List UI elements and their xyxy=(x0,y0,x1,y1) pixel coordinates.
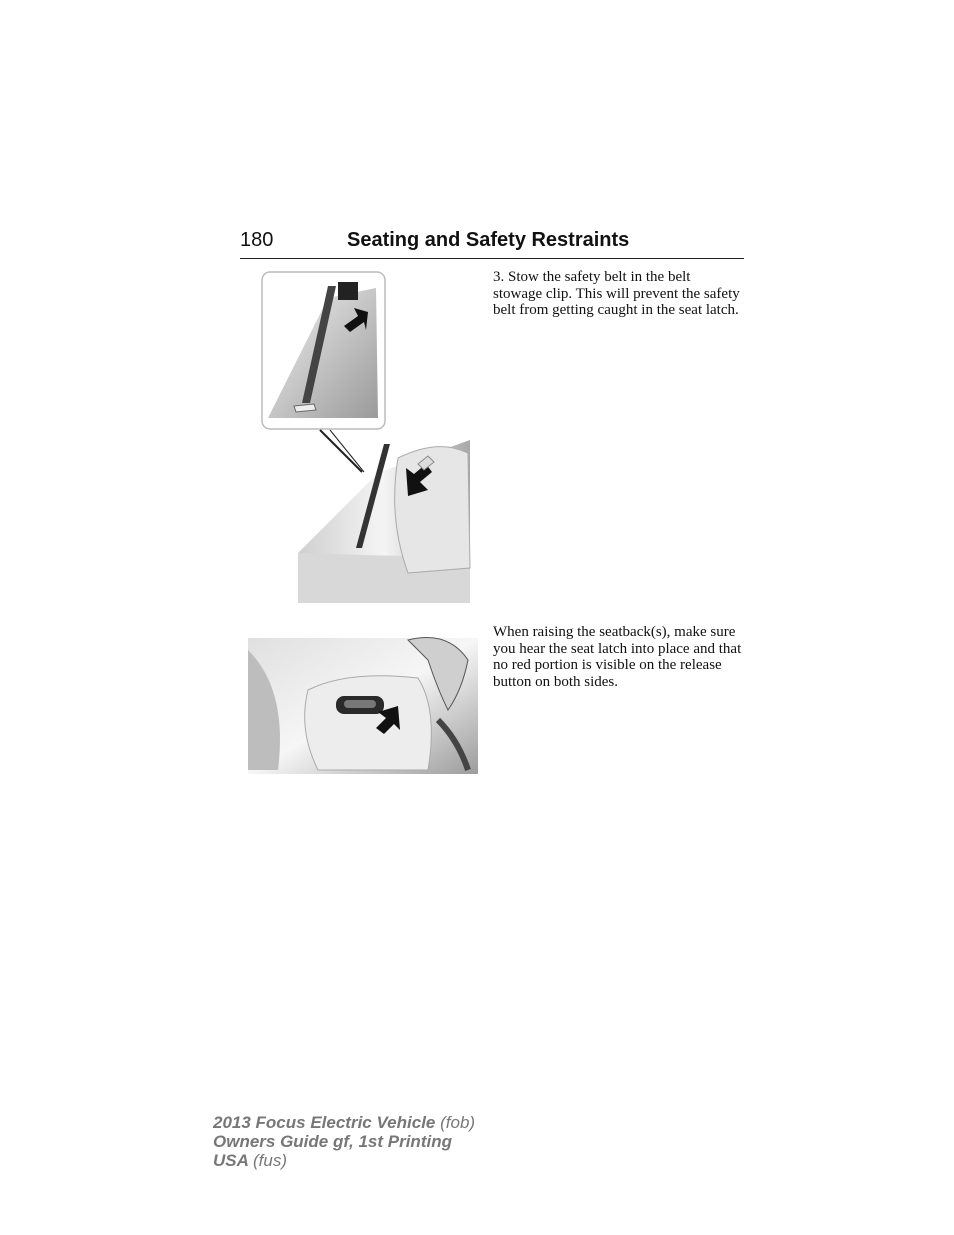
page-header xyxy=(240,229,744,259)
belt-stowage-clip-figure xyxy=(258,268,476,608)
footer xyxy=(213,1113,475,1170)
footer-line-3 xyxy=(213,1151,475,1170)
seat-latch-figure xyxy=(248,630,478,776)
footer-market-code: (fus) xyxy=(253,1151,287,1170)
header-rule xyxy=(240,258,744,259)
step-3-instruction: 3. Stow the safety belt in the belt stowage clip. This will prevent the safety belt from getting caught in the seat latch. xyxy=(493,269,740,318)
raise-seatback-instruction: When raising the seatback(s), make sure you hear the seat latch into place and that no red portion is visible on the release button on both sides. xyxy=(493,624,742,690)
footer-vehicle: 2013 Focus Electric Vehicle xyxy=(213,1113,436,1132)
section-title: Seating and Safety Restraints xyxy=(347,229,630,251)
footer-market: USA xyxy=(213,1151,249,1170)
page-number: 180 xyxy=(240,229,274,251)
footer-line-1 xyxy=(213,1113,475,1132)
footer-line-2: Owners Guide gf, 1st Printing xyxy=(213,1132,452,1151)
footer-vehicle-code: (fob) xyxy=(440,1113,476,1132)
